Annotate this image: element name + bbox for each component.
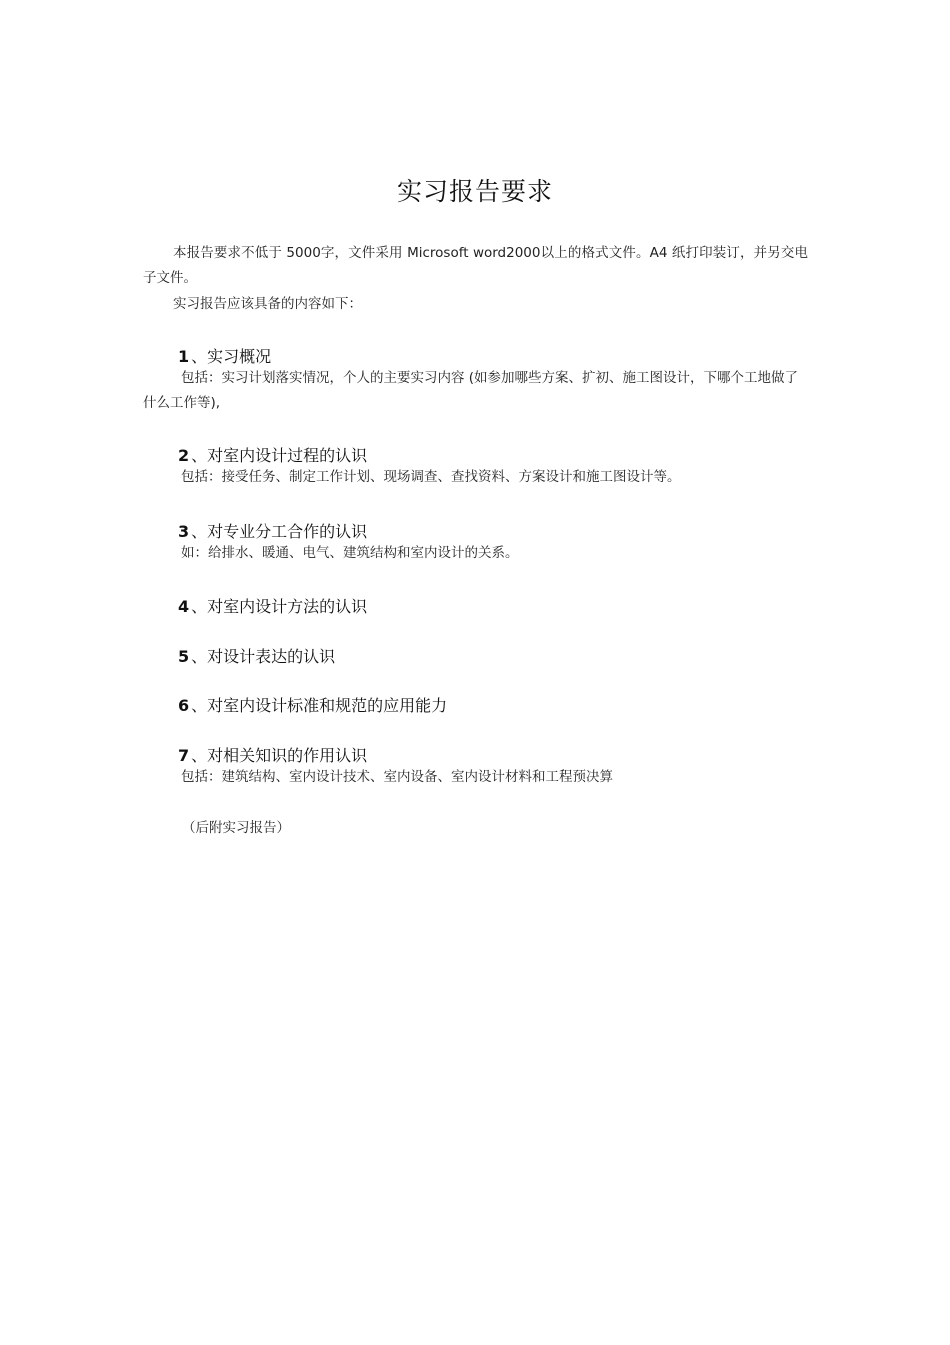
section-desc-7: 包括：建筑结构、室内设计技术、室内设备、室内设计材料和工程预决算 <box>181 769 613 785</box>
appendix-note: （后附实习报告） <box>182 820 290 836</box>
section-title: 、对室内设计方法的认识 <box>191 597 368 616</box>
section-desc-2: 包括：接受任务、制定工作计划、现场调查、查找资料、方案设计和施工图设计等。 <box>181 469 681 485</box>
intro-contents-line: 实习报告应该具备的内容如下： <box>173 296 362 312</box>
section-title: 、对设计表达的认识 <box>191 647 336 666</box>
section-heading-4 <box>178 594 367 617</box>
section-desc-1: 包括：实习计划落实情况，个人的主要实习内容 (如参加哪些方案、扩初、施工图设计，下哪个工地做了什么工作等), <box>143 370 799 411</box>
section-title: 、对室内设计标准和规范的应用能力 <box>191 696 448 715</box>
section-number: 4 <box>178 597 190 616</box>
section-heading-5 <box>178 644 335 667</box>
section-number: 3 <box>178 522 190 541</box>
section-title: 、对专业分工合作的认识 <box>191 522 368 541</box>
section-heading-3 <box>178 519 367 542</box>
section-heading-7 <box>178 743 367 766</box>
section-title: 、实习概况 <box>191 347 272 366</box>
section-title: 、对相关知识的作用认识 <box>191 746 368 765</box>
section-number: 1 <box>178 347 190 366</box>
section-number: 5 <box>178 647 190 666</box>
section-desc-3: 如：给排水、暖通、电气、建筑结构和室内设计的关系。 <box>181 545 519 561</box>
section-number: 6 <box>178 696 190 715</box>
intro-paragraph: 本报告要求不低于 5000字，文件采用 Microsoft word2000以上的格式文件。A4 纸打印装订，并另交电子文件。 <box>143 245 808 286</box>
section-number: 2 <box>178 446 190 465</box>
document-title: 实习报告要求 <box>396 177 553 206</box>
section-number: 7 <box>178 746 190 765</box>
section-heading-1 <box>178 344 271 367</box>
section-title: 、对室内设计过程的认识 <box>191 446 368 465</box>
section-heading-6 <box>178 693 447 716</box>
section-heading-2 <box>178 443 367 466</box>
